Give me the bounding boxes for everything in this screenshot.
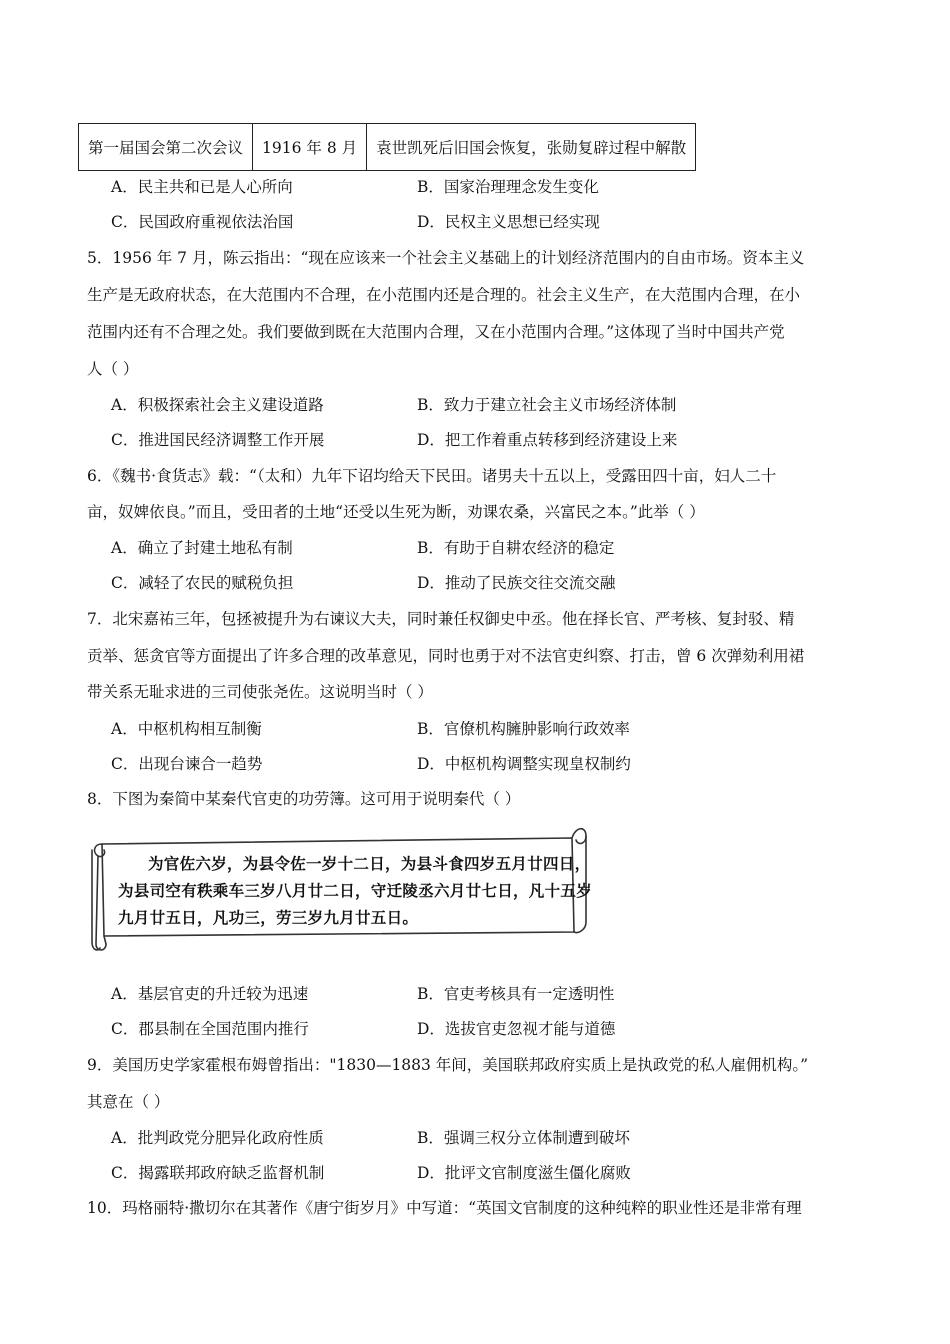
- scroll-text-line: 为县司空有秩乘车三岁八月廿二日，守迁陵丞六月廿七日，凡十五岁: [118, 882, 593, 900]
- q5-stem-line: 范围内还有不合理之处。我们要做到既在大范围内合理，又在小范围内合理。”这体现了当时中国共产党: [87, 323, 785, 341]
- q8-option-d: D．选拔官吏忽视才能与道德: [417, 1020, 616, 1038]
- q8-option-a: A．基层官吏的升迁较为迅速: [111, 985, 309, 1003]
- q4-option-d: D．民权主义思想已经实现: [417, 213, 600, 231]
- q7-stem-line: 贡举、惩贪官等方面提出了许多合理的改革意见，同时也勇于对不法官吏纠察、打击，曾 6 次弹劾利用裙: [87, 647, 805, 665]
- bamboo-slip-scroll-figure: [88, 822, 593, 954]
- q9-option-b: B．强调三权分立体制遭到破坏: [417, 1129, 630, 1147]
- q5-option-a: A．积极探索社会主义建设道路: [111, 396, 324, 414]
- q8-option-c: C．郡县制在全国范围内推行: [111, 1020, 309, 1038]
- q7-stem-line: 7．北宋嘉祐三年，包拯被提升为右谏议大夫，同时兼任权御史中丞。他在择长官、严考核、复封驳、精: [87, 610, 795, 628]
- q7-option-a: A．中枢机构相互制衡: [111, 720, 262, 738]
- q6-stem-line: 6．《魏书·食货志》载：“（太和）九年下诏均给天下民田。诸男夫十五以上，受露田四十亩，妇人二十: [87, 467, 777, 485]
- q5-option-d: D．把工作着重点转移到经济建设上来: [417, 431, 678, 449]
- q8-option-b: B．官吏考核具有一定透明性: [417, 985, 615, 1003]
- scroll-text-line: 九月廿五日，凡功三，劳三岁九月廿五日。: [118, 909, 419, 927]
- table-row: [79, 124, 696, 171]
- q6-option-a: A．确立了封建土地私有制: [111, 539, 293, 557]
- q5-stem-line: 生产是无政府状态，在大范围内不合理，在小范围内还是合理的。社会主义生产，在大范围内合理，在小: [87, 286, 801, 304]
- q8-stem-line: 8．下图为秦简中某秦代官吏的功劳簿。这可用于说明秦代（ ）: [87, 790, 521, 808]
- q9-stem-line: 其意在（ ）: [87, 1093, 170, 1111]
- q9-option-d: D．批评文官制度滋生僵化腐败: [417, 1164, 631, 1182]
- q4-option-c: C．民国政府重视依法治国: [111, 213, 294, 231]
- table-cell: 1916 年 8 月: [253, 124, 367, 171]
- q7-option-d: D．中枢机构调整实现皇权制约: [417, 755, 631, 773]
- q6-option-b: B．有助于自耕农经济的稳定: [417, 539, 615, 557]
- table-cell: 袁世凯死后旧国会恢复，张勋复辟过程中解散: [367, 124, 696, 171]
- q6-option-d: D．推动了民族交往交流交融: [417, 574, 616, 592]
- q9-option-a: A．批判政党分肥异化政府性质: [111, 1129, 324, 1147]
- q6-stem-line: 亩，奴婢依良。”而且，受田者的土地“还受以生死为断，劝课农桑，兴富民之本。”此举（ ）: [87, 503, 705, 521]
- q7-stem-line: 带关系无耻求进的三司使张尧佐。这说明当时（ ）: [87, 683, 433, 701]
- q4-option-b: B．国家治理理念发生变化: [417, 178, 599, 196]
- table-cell: 第一届国会第二次会议: [79, 124, 253, 171]
- q4-option-a: A．民主共和已是人心所向: [111, 178, 293, 196]
- q5-stem-line: 5．1956 年 7 月，陈云指出：“现在应该来一个社会主义基础上的计划经济范围内的自由市场。资本主义: [87, 249, 805, 267]
- q10-stem-line: 10．玛格丽特·撒切尔在其著作《唐宁街岁月》中写道：“英国文官制度的这种纯粹的职业性还是非常有理: [87, 1199, 802, 1217]
- q9-stem-line: 9．美国历史学家霍根布姆曾指出："1830—1883 年间，美国联邦政府实质上是执政党的私人雇佣机构。”: [87, 1056, 808, 1074]
- q5-option-c: C．推进国民经济调整工作开展: [111, 431, 325, 449]
- q5-option-b: B．致力于建立社会主义市场经济体制: [417, 396, 677, 414]
- q9-option-c: C．揭露联邦政府缺乏监督机制: [111, 1164, 325, 1182]
- parliament-table: [78, 123, 696, 171]
- q6-option-c: C．减轻了农民的赋税负担: [111, 574, 294, 592]
- scroll-text-line: 为官佐六岁，为县令佐一岁十二日，为县斗食四岁五月廿四日，: [148, 855, 591, 873]
- q5-stem-line: 人（ ）: [87, 360, 139, 378]
- q7-option-c: C．出现台谏合一趋势: [111, 755, 263, 773]
- q7-option-b: B．官僚机构臃肿影响行政效率: [417, 720, 630, 738]
